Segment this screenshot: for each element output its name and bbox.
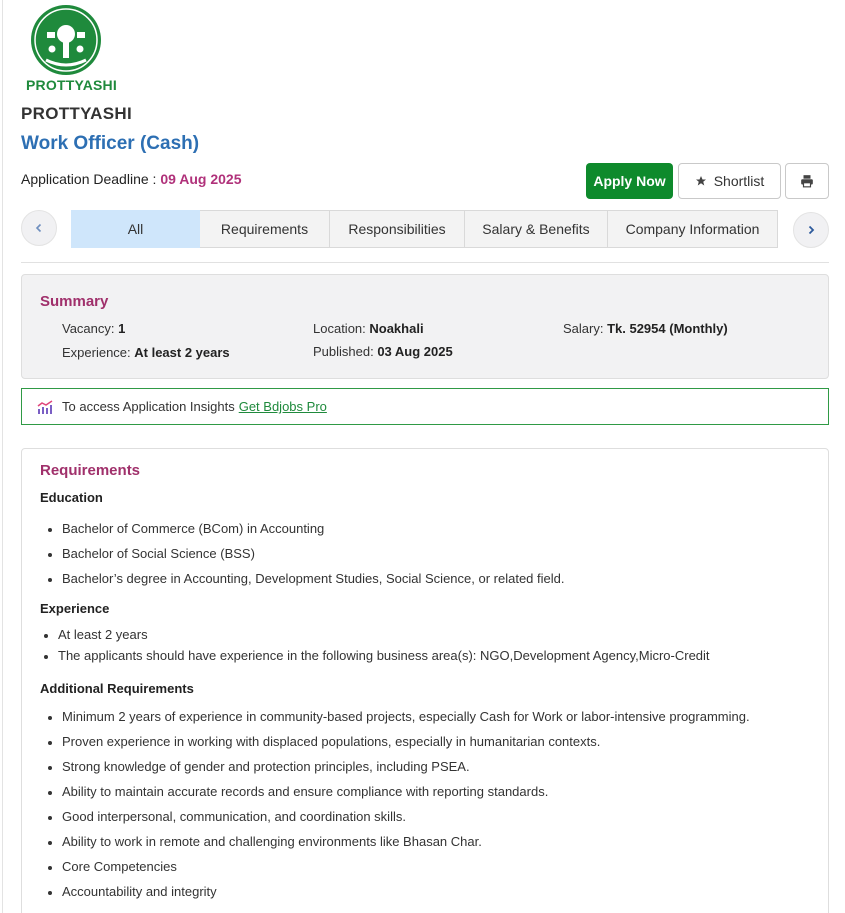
deadline-date: 09 Aug 2025 bbox=[160, 171, 242, 187]
print-button[interactable] bbox=[785, 163, 829, 199]
tab-company-information[interactable]: Company Information bbox=[608, 210, 778, 248]
application-insights-banner bbox=[21, 388, 829, 425]
summary-heading: Summary bbox=[40, 293, 109, 310]
job-title: Work Officer (Cash) bbox=[21, 133, 200, 154]
tab-responsibilities[interactable]: Responsibilities bbox=[330, 210, 465, 248]
chevron-right-icon bbox=[806, 225, 816, 235]
summary-vacancy bbox=[62, 321, 125, 336]
printer-icon bbox=[800, 174, 814, 188]
chevron-left-icon bbox=[34, 223, 44, 233]
list-item: The applicants should have experience in the following business area(s): NGO,Development Agency,Micro-Credit bbox=[58, 648, 710, 663]
tab-salary-benefits[interactable]: Salary & Benefits bbox=[465, 210, 608, 248]
list-item: Core Competencies bbox=[62, 859, 177, 874]
tab-requirements[interactable]: Requirements bbox=[200, 210, 330, 248]
list-item: Bachelor of Social Science (BSS) bbox=[62, 546, 255, 561]
shortlist-label: Shortlist bbox=[713, 173, 765, 189]
salary-value: Tk. 52954 (Monthly) bbox=[607, 321, 728, 336]
list-item: At least 2 years bbox=[58, 627, 148, 642]
additional-requirements-heading: Additional Requirements bbox=[40, 681, 194, 696]
salary-label: Salary: bbox=[563, 321, 608, 336]
apply-now-button[interactable]: Apply Now bbox=[586, 163, 673, 199]
tab-all[interactable]: All bbox=[71, 210, 200, 248]
list-item: Good interpersonal, communication, and coordination skills. bbox=[62, 809, 406, 824]
list-item: Bachelor of Commerce (BCom) in Accounting bbox=[62, 521, 325, 536]
summary-location bbox=[313, 321, 424, 336]
deadline-label: Application Deadline : bbox=[21, 171, 161, 187]
requirements-panel bbox=[21, 448, 829, 913]
vacancy-value: 1 bbox=[118, 321, 126, 336]
list-item: Ability to work in remote and challenging environments like Bhasan Char. bbox=[62, 834, 482, 849]
summary-salary bbox=[563, 321, 728, 336]
header-divider bbox=[21, 262, 829, 263]
published-label: Published: bbox=[313, 344, 378, 359]
section-tabs bbox=[71, 210, 778, 248]
list-item: Accountability and integrity bbox=[62, 884, 217, 899]
requirements-heading: Requirements bbox=[40, 462, 141, 479]
company-logo bbox=[26, 4, 117, 96]
get-bdjobs-pro-link[interactable]: Get Bdjobs Pro bbox=[238, 399, 327, 414]
application-deadline bbox=[21, 171, 242, 187]
location-label: Location: bbox=[313, 321, 370, 336]
location-value: Noakhali bbox=[369, 321, 424, 336]
summary-panel bbox=[21, 274, 829, 379]
star-icon bbox=[695, 175, 707, 187]
insights-text: To access Application Insights bbox=[62, 399, 235, 414]
experience-label: Experience: bbox=[62, 345, 135, 360]
summary-experience bbox=[62, 345, 230, 360]
education-heading: Education bbox=[40, 490, 103, 505]
tabs-prev-button[interactable] bbox=[21, 210, 57, 246]
shortlist-button[interactable] bbox=[678, 163, 781, 199]
tabs-next-button[interactable] bbox=[793, 212, 829, 248]
chart-icon bbox=[37, 400, 53, 414]
experience-heading: Experience bbox=[40, 601, 110, 616]
summary-published bbox=[313, 344, 453, 359]
published-value: 03 Aug 2025 bbox=[377, 344, 453, 359]
list-item: Proven experience in working with displaced populations, especially in humanitarian contexts. bbox=[62, 734, 601, 749]
experience-value: At least 2 years bbox=[134, 345, 230, 360]
list-item: Strong knowledge of gender and protection principles, including PSEA. bbox=[62, 759, 470, 774]
vacancy-label: Vacancy: bbox=[62, 321, 119, 336]
list-item: Minimum 2 years of experience in community-based projects, especially Cash for Work or labor-intensive programming. bbox=[62, 709, 750, 724]
list-item: Bachelor’s degree in Accounting, Development Studies, Social Science, or related field. bbox=[62, 571, 565, 586]
list-item: Ability to maintain accurate records and ensure compliance with reporting standards. bbox=[62, 784, 549, 799]
company-name[interactable]: PROTTYASHI bbox=[21, 104, 133, 123]
logo-text: PROTTYASHI bbox=[26, 77, 117, 93]
logo-emblem-icon bbox=[26, 4, 106, 76]
page-left-border bbox=[2, 0, 3, 913]
